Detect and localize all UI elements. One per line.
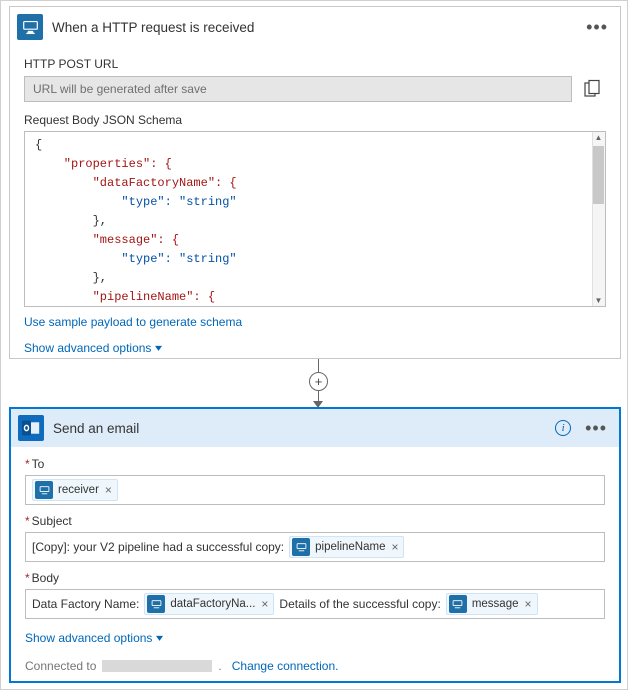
trigger-title: When a HTTP request is received: [52, 19, 255, 35]
trigger-more-button[interactable]: •••: [586, 17, 608, 37]
connected-suffix: .: [218, 659, 222, 673]
trigger-show-advanced-options[interactable]: [24, 341, 606, 355]
dynamic-content-icon: [147, 595, 165, 613]
send-email-title: Send an email: [53, 420, 140, 436]
step-connector: [1, 359, 627, 409]
change-connection-link[interactable]: Change connection.: [231, 659, 339, 673]
body-label: * Body: [25, 571, 60, 585]
scroll-up-icon[interactable]: ▲: [594, 133, 603, 142]
subject-required-marker: *: [25, 514, 30, 528]
token-remove-icon[interactable]: ×: [524, 597, 532, 611]
connection-row: [25, 659, 605, 673]
schema-label: Request Body JSON Schema: [24, 113, 183, 127]
dynamic-content-icon: [35, 481, 53, 499]
body-required-marker: *: [25, 571, 30, 585]
send-email-card-header[interactable]: [11, 409, 619, 447]
http-post-url-row: [24, 75, 606, 103]
connected-to-label: Connected to: [25, 659, 97, 673]
body-text-1: Data Factory Name:: [32, 597, 140, 611]
send-email-more-button[interactable]: •••: [585, 418, 607, 438]
token-pipelinename[interactable]: [289, 536, 404, 558]
body-text-2: Details of the successful copy:: [279, 597, 441, 611]
token-receiver[interactable]: [32, 479, 118, 501]
token-message[interactable]: [446, 593, 538, 615]
token-remove-icon[interactable]: ×: [261, 597, 269, 611]
to-label: * To: [25, 457, 45, 471]
send-email-card[interactable]: [9, 407, 621, 683]
scroll-thumb[interactable]: [593, 146, 604, 204]
token-label: dataFactoryNa...: [170, 598, 256, 610]
dynamic-content-icon: [449, 595, 467, 613]
token-datafactoryname[interactable]: [144, 593, 274, 615]
http-post-url-input: URL will be generated after save: [24, 76, 572, 102]
token-label: message: [471, 598, 519, 610]
http-request-icon: [10, 7, 50, 47]
dynamic-content-icon: [292, 538, 310, 556]
trigger-advanced-label: Show advanced options: [24, 341, 152, 355]
request-body-schema-editor[interactable]: [24, 131, 606, 307]
scroll-down-icon[interactable]: ▼: [594, 296, 603, 305]
copy-icon[interactable]: [580, 75, 606, 103]
outlook-icon: [11, 408, 51, 448]
to-input[interactable]: [25, 475, 605, 505]
connector-line-top: [318, 359, 319, 372]
use-sample-payload-link[interactable]: Use sample payload to generate schema: [24, 315, 243, 329]
email-advanced-label: Show advanced options: [25, 631, 153, 645]
http-post-url-label: HTTP POST URL: [24, 57, 119, 71]
info-icon[interactable]: i: [555, 420, 571, 436]
trigger-card-header[interactable]: [10, 7, 620, 47]
token-remove-icon[interactable]: ×: [104, 483, 112, 497]
subject-label: * Subject: [25, 514, 72, 528]
schema-code: { "properties": { "dataFactoryName": { "type": "string" }, "message": { "type": "string" }, "pipelineName": {: [35, 138, 237, 304]
token-label: pipelineName: [315, 541, 386, 553]
to-required-marker: *: [25, 457, 30, 471]
add-step-button[interactable]: +: [309, 372, 328, 391]
subject-input[interactable]: [25, 532, 605, 562]
token-remove-icon[interactable]: ×: [391, 540, 399, 554]
chevron-down-icon: ▾: [155, 342, 163, 354]
body-input[interactable]: [25, 589, 605, 619]
chevron-down-icon: ▾: [156, 632, 164, 644]
connected-account-redacted: [102, 660, 212, 672]
subject-text: [Copy]: your V2 pipeline had a successful copy:: [32, 540, 285, 554]
schema-scrollbar[interactable]: [592, 132, 605, 306]
trigger-card[interactable]: [9, 6, 621, 359]
token-label: receiver: [58, 484, 99, 496]
email-show-advanced-options[interactable]: [25, 631, 605, 645]
